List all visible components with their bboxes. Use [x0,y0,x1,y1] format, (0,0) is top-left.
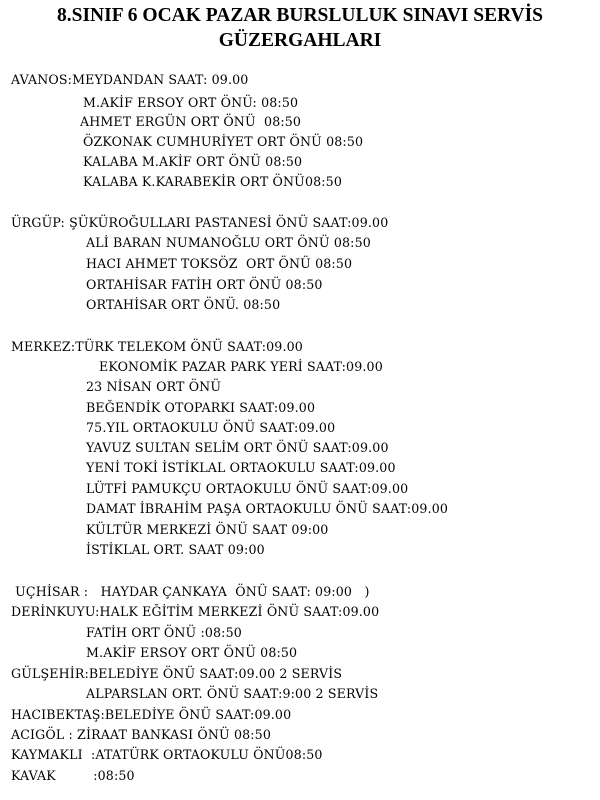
route-avanos-heading: AVANOS:MEYDANDAN SAAT: 09.00 [11,72,249,87]
route-stop: BEĞENDİK OTOPARKI SAAT:09.00 [86,400,316,415]
route-gulsehir-heading: GÜLŞEHİR:BELEDİYE ÖNÜ SAAT:09.00 2 SERVİS [11,666,343,681]
route-kaymakli-heading: KAYMAKLI :ATATÜRK ORTAOKULU ÖNÜ08:50 [11,747,323,762]
route-stop: İSTİKLAL ORT. SAAT 09:00 [86,542,265,557]
route-stop: KALABA M.AKİF ORT ÖNÜ 08:50 [83,154,303,169]
route-acigol-heading: ACIGÖL : ZİRAAT BANKASI ÖNÜ 08:50 [11,727,271,742]
route-kavak-heading: KAVAK :08:50 [11,768,135,783]
route-stop: DAMAT İBRAHİM PAŞA ORTAOKULU ÖNÜ SAAT:09.00 [86,501,449,516]
route-urgup-heading: ÜRGÜP: ŞÜKÜROĞULLARI PASTANESİ ÖNÜ SAAT:09.00 [11,215,389,230]
document-title-line-2: GÜZERGAHLARI [218,30,382,51]
route-uchisar-heading: UÇHİSAR : HAYDAR ÇANKAYA ÖNÜ SAAT: 09:00 ) [11,584,370,599]
document-title-line-1: 8.SINIF 6 OCAK PAZAR BURSLULUK SINAVI SERVİS [56,5,543,26]
route-stop: KÜLTÜR MERKEZİ ÖNÜ SAAT 09:00 [86,522,329,537]
route-stop: FATİH ORT ÖNÜ :08:50 [86,625,242,640]
route-stop: YENİ TOKİ İSTİKLAL ORTAOKULU SAAT:09.00 [86,460,396,475]
route-stop: ALPARSLAN ORT. ÖNÜ SAAT:9:00 2 SERVİS [86,686,379,701]
route-stop: M.AKİF ERSOY ORT ÖNÜ 08:50 [86,645,298,660]
route-stop: 75.YIL ORTAOKULU ÖNÜ SAAT:09.00 [86,420,336,435]
route-stop: HACI AHMET TOKSÖZ ORT ÖNÜ 08:50 [86,256,353,271]
route-derinkuyu-heading: DERİNKUYU:HALK EĞİTİM MERKEZİ ÖNÜ SAAT:09.00 [11,604,380,619]
route-stop: ÖZKONAK CUMHURİYET ORT ÖNÜ 08:50 [83,134,364,149]
route-stop: M.AKİF ERSOY ORT ÖNÜ: 08:50 [83,95,299,110]
route-merkez-heading: MERKEZ:TÜRK TELEKOM ÖNÜ SAAT:09.00 [11,339,303,354]
route-stop: ALİ BARAN NUMANOĞLU ORT ÖNÜ 08:50 [86,235,371,250]
route-stop: KALABA K.KARABEKİR ORT ÖNÜ08:50 [83,174,342,189]
route-stop: YAVUZ SULTAN SELİM ORT ÖNÜ SAAT:09.00 [86,440,389,455]
route-stop: EKONOMİK PAZAR PARK YERİ SAAT:09.00 [99,359,383,374]
route-stop: AHMET ERGÜN ORT ÖNÜ 08:50 [80,114,302,129]
route-stop: LÜTFİ PAMUKÇU ORTAOKULU ÖNÜ SAAT:09.00 [86,481,409,496]
route-hacibektas-heading: HACIBEKTAŞ:BELEDİYE ÖNÜ SAAT:09.00 [11,707,292,722]
route-stop: ORTAHİSAR FATİH ORT ÖNÜ 08:50 [86,277,323,292]
route-stop: ORTAHİSAR ORT ÖNÜ. 08:50 [86,297,281,312]
route-stop: 23 NİSAN ORT ÖNÜ [86,379,222,394]
